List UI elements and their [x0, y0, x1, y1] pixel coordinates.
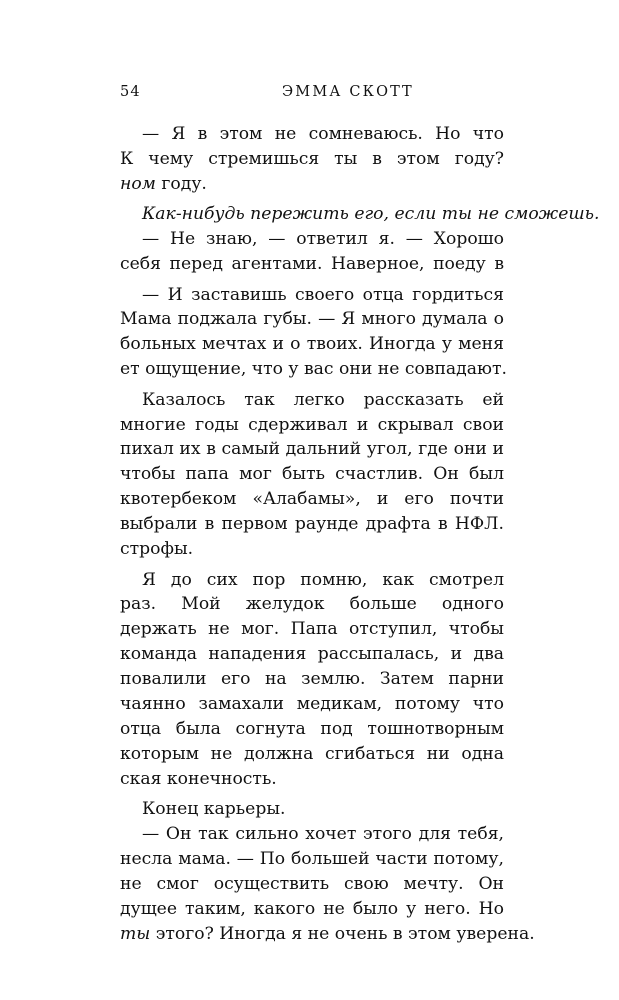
paragraph: [120, 388, 504, 562]
italic-run: Как-нибудь пережить его, если ты не сможешь.: [142, 204, 600, 225]
page-header: [120, 84, 502, 108]
text-run: К чему стремишься ты в этом году?: [120, 148, 504, 169]
text-line: дущее таким, какого не было у него. Но: [120, 898, 504, 919]
text-line: многие годы сдерживал и скрывал свои: [120, 414, 504, 435]
text-line: чтобы папа мог быть счастлив. Он был: [120, 464, 504, 485]
text-line: которым не должна сгибаться ни одна: [120, 743, 504, 764]
running-head: ЭММА СКОТТ: [282, 84, 414, 100]
paragraph: [120, 227, 504, 277]
text-run: году.: [155, 173, 207, 194]
text-line: строфы.: [120, 539, 194, 560]
text-line: держать не мог. Папа отступил, чтобы: [120, 619, 504, 640]
paragraph: [120, 122, 504, 197]
text-run: этого? Иногда я не очень в этом уверена.: [150, 923, 535, 944]
text-line: раз. Мой желудок больше одного: [120, 594, 504, 615]
text-line: Мама поджала губы. — Я много думала о: [120, 309, 504, 330]
paragraph: [120, 568, 504, 792]
text-line: команда нападения рассыпалась, и два: [120, 644, 504, 665]
text-line: — Он так сильно хочет этого для тебя,: [142, 824, 504, 845]
paragraph: [120, 822, 535, 946]
text-line: не смог осуществить свою мечту. Он: [120, 873, 504, 894]
text-line: — Не знаю, — ответил я. — Хорошо: [142, 229, 504, 250]
text-line: [120, 202, 600, 227]
text-line: выбрали в первом раунде драфта в НФЛ.: [120, 514, 504, 535]
text-line: себя перед агентами. Наверное, поеду в: [120, 254, 504, 275]
text-line: [120, 172, 504, 197]
text-line: — И заставишь своего отца гордиться: [142, 284, 504, 305]
text-line: ская конечность.: [120, 768, 277, 789]
text-line: несла мама. — По большей части потому,: [120, 848, 504, 869]
paragraph: [120, 797, 504, 822]
text-line: [120, 922, 535, 947]
text-line: — Я в этом не сомневаюсь. Но что: [142, 124, 504, 144]
text-line: Конец карьеры.: [142, 799, 286, 820]
text-line: отца была согнута под тошнотворным: [120, 718, 504, 739]
text-line: ет ощущение, что у вас они не совпадают.: [120, 359, 507, 380]
text-line: чаянно замахали медикам, потому что: [120, 693, 504, 714]
text-line: [120, 147, 504, 172]
text-line: пихал их в самый дальний угол, где они и: [120, 439, 504, 460]
text-line: Я до сих пор помню, как смотрел: [142, 569, 504, 590]
page-number: 54: [120, 84, 141, 100]
paragraph: [120, 202, 600, 227]
italic-run: ты: [120, 923, 151, 944]
text-line: больных мечтах и о твоих. Иногда у меня: [120, 334, 504, 355]
body-text: [120, 122, 600, 946]
italic-run: ном: [120, 173, 156, 194]
text-line: повалили его на землю. Затем парни: [120, 669, 504, 690]
text-line: Казалось так легко рассказать ей: [142, 389, 504, 410]
paragraph: [120, 283, 507, 383]
text-line: квотербеком «Алабамы», и его почти: [120, 489, 504, 510]
